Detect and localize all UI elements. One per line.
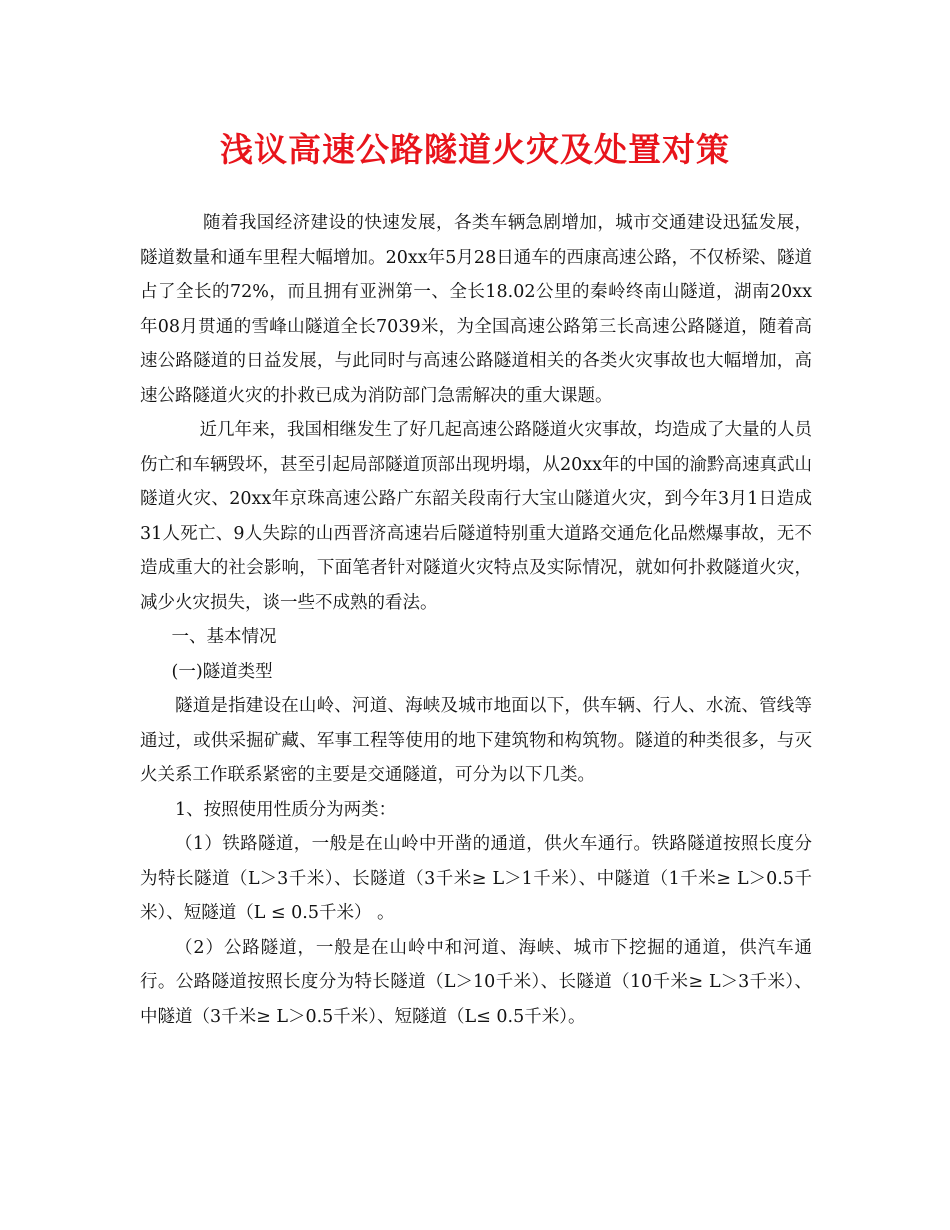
paragraph-tunnel-definition: 隧道是指建设在山岭、河道、海峡及城市地面以下，供车辆、行人、水流、管线等通过，或供采掘矿藏、军事工程等使用的地下建筑物和构筑物。隧道的种类很多，与灭火关系工作联系紧密的主要是交通隧道，可分为以下几类。 — [140, 696, 812, 785]
subsection-heading-tunnel-types: (一)隧道类型 — [171, 661, 273, 682]
paragraph-highway-tunnel: （2）公路隧道，一般是在山岭中和河道、海峡、城市下挖掘的通道，供汽车通行。公路隧道按照长度分为特长隧道（L＞10千米）、长隧道（10千米≥ L＞3千米）、中隧道（3千米≥ L＞0.5千米）、短隧道（L≤ 0.5千米）。 — [140, 937, 812, 1027]
paragraph-intro: 随着我国经济建设的快速发展，各类车辆急剧增加，城市交通建设迅猛发展，隧道数量和通车里程大幅增加。20xx年5月28日通车的西康高速公路，不仅桥梁、隧道占了全长的72%，而且拥有亚洲第一、全长18.02公里的秦岭终南山隧道，湖南20xx年08月贯通的雪峰山隧道全长7039米，为全国高速公路第三长高速公路隧道，随着高速公路隧道的日益发展，与此同时与高速公路隧道相关的各类火灾事故也大幅增加，高速公路隧道火灾的扑救已成为消防部门急需解决的重大课题。 — [140, 213, 812, 406]
document-body — [140, 206, 812, 1034]
paragraph-railway-tunnel: （1）铁路隧道，一般是在山岭中开凿的通道，供火车通行。铁路隧道按照长度分为特长隧道（L＞3千米）、长隧道（3千米≥ L＞1千米）、中隧道（1千米≥ L＞0.5千米）、短隧道（L ≤ 0.5千米） 。 — [140, 834, 812, 923]
section-heading-basic: 一、基本情况 — [171, 627, 277, 647]
document-title: 浅议高速公路隧道火灾及处置对策 — [220, 130, 730, 169]
list-heading-usage: 1、按照使用性质分为两类： — [175, 799, 397, 820]
paragraph-recent-fires: 近几年来，我国相继发生了好几起高速公路隧道火灾事故，均造成了大量的人员伤亡和车辆毁坏，甚至引起局部隧道顶部出现坍塌，从20xx年的中国的渝黔高速真武山隧道火灾、20xx年京珠高速公路广东韶关段南行大宝山隧道火灾，到今年3月1日造成31人死亡、9人失踪的山西晋济高速岩后隧道特别重大道路交通危化品燃爆事故，无不造成重大的社会影响，下面笔者针对隧道火灾特点及实际情况，就如何扑救隧道火灾，减少火灾损失，谈一些不成熟的看法。 — [140, 420, 813, 613]
